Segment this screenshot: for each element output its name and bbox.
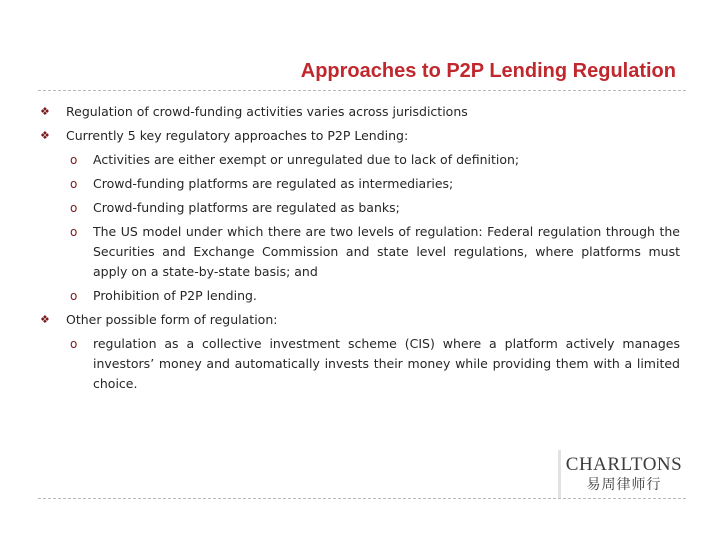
bullet-text: Other possible form of regulation:	[66, 312, 278, 327]
slide-title: Approaches to P2P Lending Regulation	[300, 60, 676, 82]
bullet-text: Regulation of crowd-funding activities varies across jurisdictions	[66, 104, 468, 119]
bullet-text: Currently 5 key regulatory approaches to P2P Lending:	[66, 128, 409, 143]
sub-bullet-item	[40, 150, 680, 170]
logo-name: CHARLTONS	[565, 454, 683, 475]
sub-bullet-item	[40, 222, 680, 282]
sub-bullet-item	[40, 174, 680, 194]
sub-bullet-text: regulation as a collective investment scheme (CIS) where a platform actively manages investors’ money and automatically invests their money while providing them with a limited choice.	[93, 336, 680, 391]
diamond-bullet-icon: ❖	[40, 313, 50, 326]
logo-chinese-name: 易周律师行	[586, 477, 662, 493]
sub-bullet-item	[40, 334, 680, 394]
diamond-bullet-icon: ❖	[40, 129, 50, 142]
sub-bullet-text: Activities are either exempt or unregulated due to lack of definition;	[93, 152, 520, 167]
circle-bullet-icon: o	[70, 201, 78, 215]
top-divider	[38, 90, 686, 91]
circle-bullet-icon: o	[70, 337, 78, 351]
bullet-item	[40, 126, 680, 146]
bullet-item	[40, 310, 680, 330]
sub-bullet-text: Crowd-funding platforms are regulated as intermediaries;	[93, 176, 454, 191]
diamond-bullet-icon: ❖	[40, 105, 50, 118]
bullet-item	[40, 102, 680, 122]
sub-bullet-text: Prohibition of P2P lending.	[93, 288, 257, 303]
charltons-logo	[558, 450, 685, 498]
bullet-list	[40, 102, 680, 398]
circle-bullet-icon: o	[70, 289, 78, 303]
sub-bullet-text: Crowd-funding platforms are regulated as banks;	[93, 200, 400, 215]
sub-bullet-text: The US model under which there are two levels of regulation: Federal regulation through the Securities and Exchange Commission and state level regulations, where platforms must apply on a state-by-state basis; and	[93, 224, 680, 279]
circle-bullet-icon: o	[70, 153, 78, 167]
circle-bullet-icon: o	[70, 225, 78, 239]
sub-bullet-item	[40, 286, 680, 306]
circle-bullet-icon: o	[70, 177, 78, 191]
bottom-divider	[38, 498, 686, 499]
sub-bullet-item	[40, 198, 680, 218]
